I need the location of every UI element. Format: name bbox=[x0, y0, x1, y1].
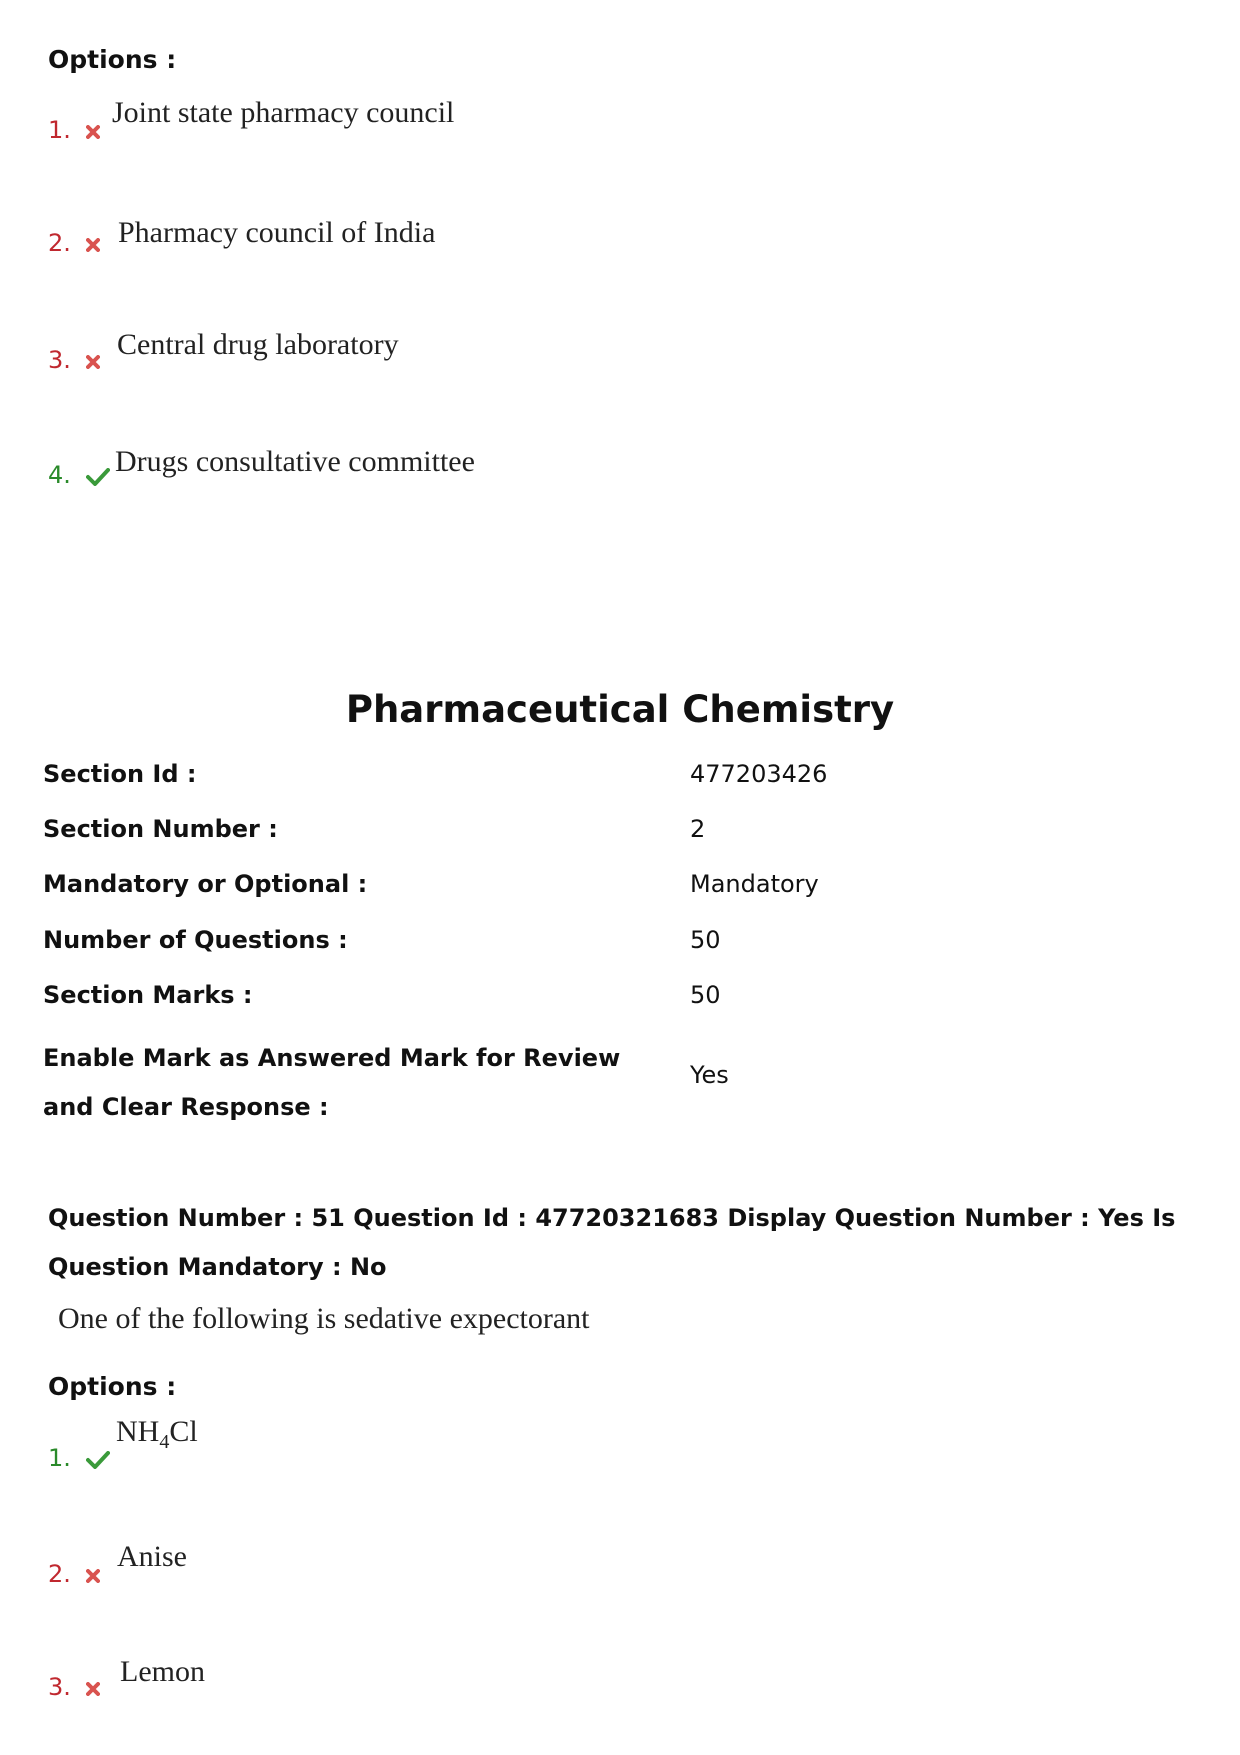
check-icon bbox=[86, 468, 110, 490]
option-4-number: 4. bbox=[48, 461, 110, 490]
q-option-1-text: $NH_4Cl$ bbox=[116, 1415, 198, 1453]
options-label-top: Options : bbox=[48, 45, 177, 74]
enable-mark-label: Enable Mark as Answered Mark for Review and Clear Response : bbox=[43, 1044, 621, 1121]
options-label-question: Options : bbox=[48, 1372, 177, 1401]
q-option-2-number: 2. bbox=[48, 1560, 100, 1588]
q-option-1-number: 1. bbox=[48, 1444, 110, 1473]
option-4-text: Drugs consultative committee bbox=[115, 445, 475, 478]
check-icon bbox=[86, 1451, 110, 1473]
question-header: Question Number : 51 Question Id : 47720321683 Display Question Number : Yes Is Question Mandatory : No bbox=[48, 1204, 1176, 1281]
section-id-label: Section Id : bbox=[43, 760, 197, 788]
cross-icon bbox=[86, 1568, 100, 1587]
option-2-text: Pharmacy council of India bbox=[118, 216, 436, 249]
cross-icon bbox=[86, 1681, 100, 1700]
question-text: One of the following is sedative expectorant bbox=[58, 1302, 590, 1335]
mandatory-value: Mandatory bbox=[690, 870, 819, 898]
option-1-number: 1. bbox=[48, 116, 100, 144]
section-id-value: 477203426 bbox=[690, 760, 828, 788]
section-title: Pharmaceutical Chemistry bbox=[345, 688, 895, 731]
section-number-label: Section Number : bbox=[43, 815, 278, 843]
num-questions-value: 50 bbox=[690, 926, 721, 954]
q-option-2-text: Anise bbox=[117, 1540, 187, 1573]
option-2-number: 2. bbox=[48, 229, 100, 257]
mandatory-label: Mandatory or Optional : bbox=[43, 870, 368, 898]
section-marks-label: Section Marks : bbox=[43, 981, 253, 1009]
cross-icon bbox=[86, 237, 100, 256]
option-3-text: Central drug laboratory bbox=[117, 328, 399, 361]
q-option-3-text: Lemon bbox=[120, 1655, 205, 1688]
option-1-text: Joint state pharmacy council bbox=[112, 96, 455, 129]
enable-mark-value: Yes bbox=[690, 1061, 729, 1089]
option-3-number: 3. bbox=[48, 346, 100, 374]
cross-icon bbox=[86, 124, 100, 143]
cross-icon bbox=[86, 354, 100, 373]
num-questions-label: Number of Questions : bbox=[43, 926, 348, 954]
section-marks-value: 50 bbox=[690, 981, 721, 1009]
q-option-3-number: 3. bbox=[48, 1673, 100, 1701]
section-number-value: 2 bbox=[690, 815, 706, 843]
